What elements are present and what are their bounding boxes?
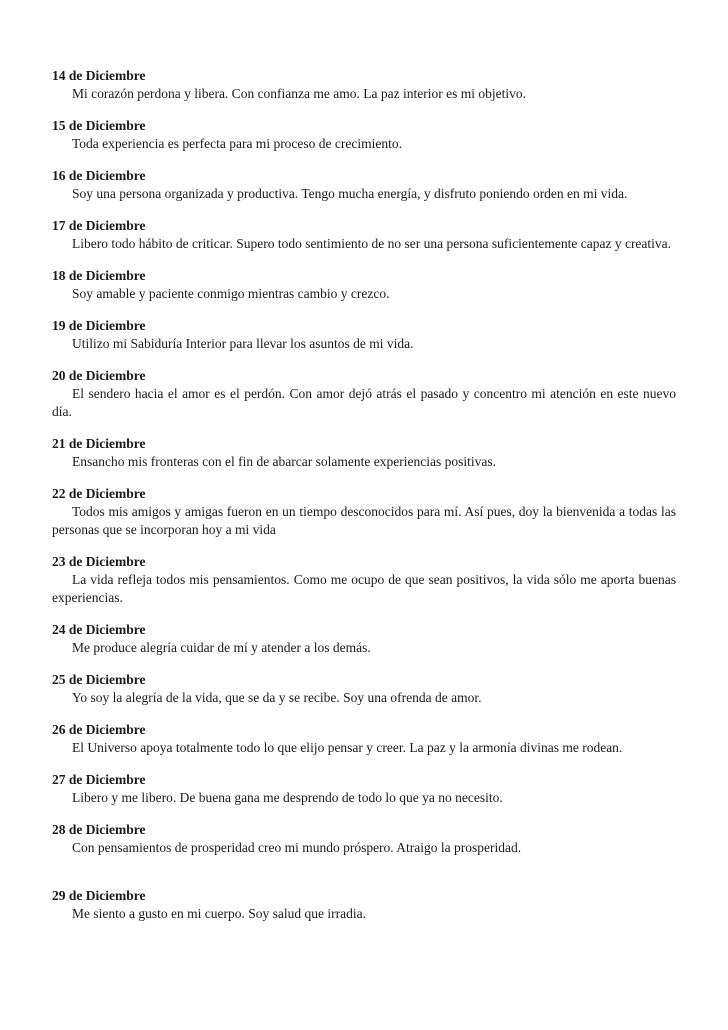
- entry-dec-27: [52, 771, 676, 807]
- entry-date: 28 de Diciembre: [52, 822, 146, 837]
- entry-text: La vida refleja todos mis pensamientos. Como me ocupo de que sean positivos, la vida sólo me aporta buenas experiencias.: [52, 572, 676, 605]
- entry-date: 27 de Diciembre: [52, 772, 146, 787]
- entry-date: 24 de Diciembre: [52, 622, 146, 637]
- entry-text: Con pensamientos de prosperidad creo mi mundo próspero. Atraigo la prosperidad.: [72, 840, 522, 855]
- entry-dec-25: [52, 671, 676, 707]
- entry-dec-17: [52, 217, 676, 253]
- entry-date: 19 de Diciembre: [52, 318, 146, 333]
- entry-date: 29 de Diciembre: [52, 888, 146, 903]
- entry-text: El sendero hacia el amor es el perdón. Con amor dejó atrás el pasado y concentro mi atención en este nuevo día.: [52, 386, 676, 419]
- entry-dec-28: [52, 821, 676, 857]
- entry-date: 15 de Diciembre: [52, 118, 146, 133]
- entry-text: Soy amable y paciente conmigo mientras cambio y crezco.: [72, 286, 390, 301]
- entry-dec-23: [52, 553, 676, 607]
- entry-dec-29: [52, 887, 676, 923]
- entry-dec-21: [52, 435, 676, 471]
- entry-text: Libero todo hábito de criticar. Supero todo sentimiento de no ser una persona suficientemente capaz y creativa.: [72, 236, 672, 251]
- entry-text: Libero y me libero. De buena gana me desprendo de todo lo que ya no necesito.: [72, 790, 503, 805]
- entry-date: 23 de Diciembre: [52, 554, 146, 569]
- entry-text: Utilizo mi Sabiduría Interior para llevar los asuntos de mi vida.: [72, 336, 414, 351]
- entry-date: 20 de Diciembre: [52, 368, 146, 383]
- entry-text: Mi corazón perdona y libera. Con confianza me amo. La paz interior es mi objetivo.: [72, 86, 526, 101]
- entry-dec-19: [52, 317, 676, 353]
- entry-text: Me produce alegría cuidar de mí y atender a los demás.: [72, 640, 371, 655]
- entry-date: 22 de Diciembre: [52, 486, 146, 501]
- entry-text: Yo soy la alegría de la vida, que se da y se recibe. Soy una ofrenda de amor.: [72, 690, 482, 705]
- entry-text: Todos mis amigos y amigas fueron en un tiempo desconocidos para mí. Así pues, doy la bienvenida a todas las personas que se incorporan hoy a mi vida: [52, 504, 676, 537]
- entry-dec-14: [52, 67, 676, 103]
- entry-dec-26: [52, 721, 676, 757]
- entry-date: 18 de Diciembre: [52, 268, 146, 283]
- entry-dec-18: [52, 267, 676, 303]
- entry-text: Soy una persona organizada y productiva. Tengo mucha energía, y disfruto poniendo orden en mi vida.: [72, 186, 628, 201]
- entry-date: 26 de Diciembre: [52, 722, 146, 737]
- entry-dec-15: [52, 117, 676, 153]
- entry-dec-20: [52, 367, 676, 421]
- entry-date: 16 de Diciembre: [52, 168, 146, 183]
- entry-text: Toda experiencia es perfecta para mi proceso de crecimiento.: [72, 136, 403, 151]
- entry-text: Ensancho mis fronteras con el fin de abarcar solamente experiencias positivas.: [72, 454, 496, 469]
- entry-date: 25 de Diciembre: [52, 672, 146, 687]
- entry-date: 21 de Diciembre: [52, 436, 146, 451]
- entry-dec-16: [52, 167, 676, 203]
- entry-date: 17 de Diciembre: [52, 218, 146, 233]
- entry-date: 14 de Diciembre: [52, 68, 146, 83]
- entry-text: Me siento a gusto en mi cuerpo. Soy salud que irradia.: [72, 906, 366, 921]
- entry-dec-24: [52, 621, 676, 657]
- entry-text: El Universo apoya totalmente todo lo que elijo pensar y creer. La paz y la armonía divinas me rodean.: [72, 740, 623, 755]
- document-page: [52, 67, 676, 937]
- entry-dec-22: [52, 485, 676, 539]
